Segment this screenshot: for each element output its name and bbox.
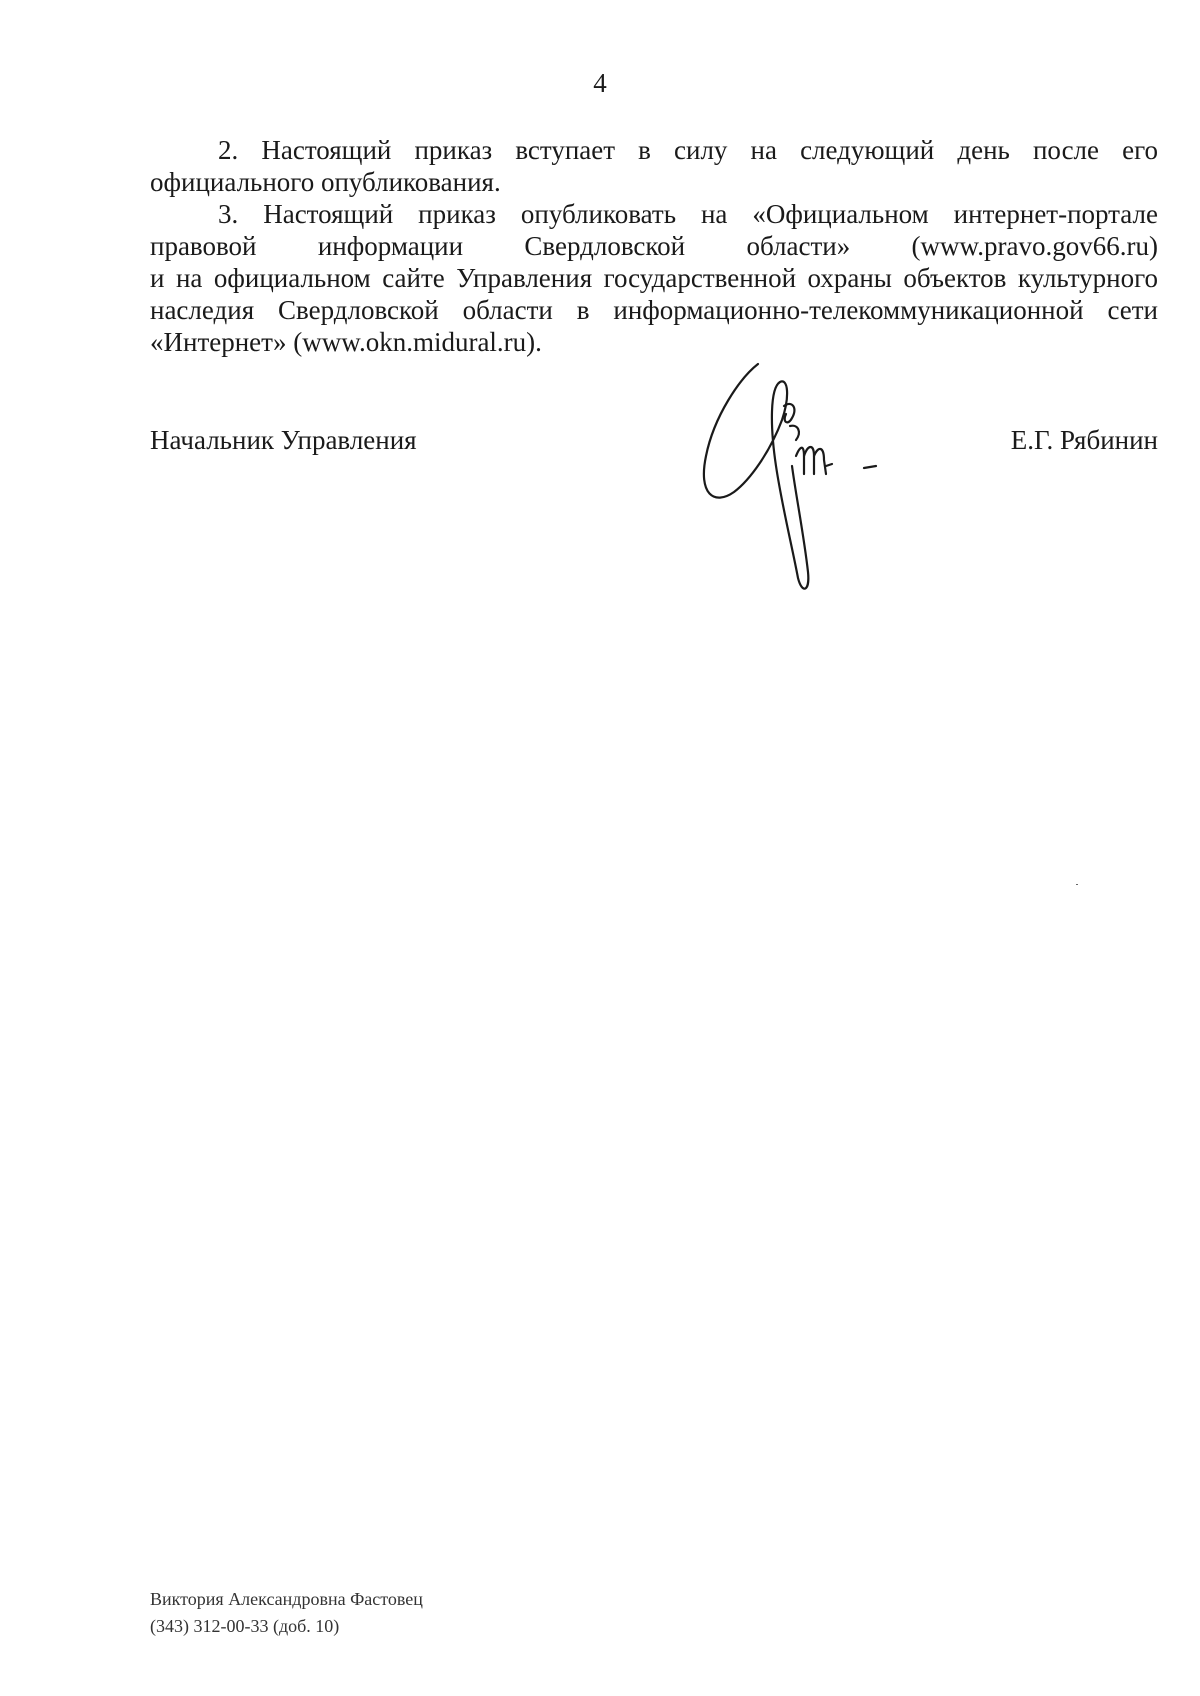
paragraph-2 [150,134,1158,198]
paragraph-2-line: 2. Настоящий приказ вступает в силу на следующий день после его [218,135,1158,165]
signer-position: Начальник Управления [150,425,417,455]
signer-name: Е.Г. Рябинин [1010,425,1158,455]
signature-row [150,425,1158,465]
handwritten-signature [700,356,920,596]
page-number: 4 [593,68,607,98]
executor-phone: (343) 312-00-33 (доб. 10) [150,1616,340,1636]
paragraph-3-line: «Интернет» (www.okn.midural.ru). [150,327,542,357]
paragraph-3-line: 3. Настоящий приказ опубликовать на «Официальном интернет-портале [218,199,1158,229]
paragraph-3-line: наследия Свердловской области в информационно-телекоммуникационной сети [150,295,1158,325]
paragraph-3 [150,198,1158,358]
order-body [150,134,1158,358]
paragraph-3-line: правовой информации Свердловской области» (www.pravo.gov66.ru) [150,231,1158,261]
executor-name: Виктория Александровна Фастовец [150,1589,423,1609]
paragraph-3-line: и на официальном сайте Управления государственной охраны объектов культурного [150,263,1158,293]
scan-speck [1076,884,1078,885]
executor-block [150,1586,423,1640]
paragraph-2-line: официального опубликования. [150,167,501,197]
